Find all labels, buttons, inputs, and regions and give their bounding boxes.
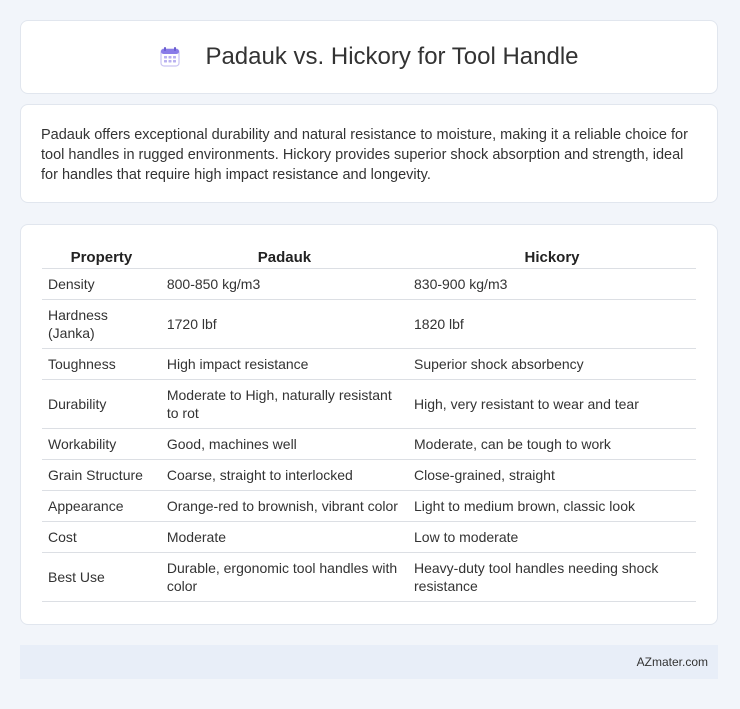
summary-card [20,104,718,203]
table-row [42,491,696,522]
property-cell: Toughness [42,349,161,380]
hickory-cell: High, very resistant to wear and tear [408,380,696,429]
hickory-cell: Low to moderate [408,522,696,553]
hickory-cell: Close-grained, straight [408,460,696,491]
hickory-cell: Light to medium brown, classic look [408,491,696,522]
hickory-cell: Moderate, can be tough to work [408,429,696,460]
column-header-property: Property [42,245,161,269]
padauk-cell: Moderate [161,522,408,553]
property-cell: Best Use [42,553,161,602]
property-cell: Workability [42,429,161,460]
table-row [42,460,696,491]
property-cell: Grain Structure [42,460,161,491]
padauk-cell: High impact resistance [161,349,408,380]
footer-brand: AZmater.com [636,655,708,669]
table-row [42,269,696,300]
column-header-padauk: Padauk [161,245,408,269]
property-cell: Density [42,269,161,300]
property-cell: Cost [42,522,161,553]
column-header-hickory: Hickory [408,245,696,269]
padauk-cell: 1720 lbf [161,300,408,349]
property-cell: Hardness (Janka) [42,300,161,349]
hickory-cell: 1820 lbf [408,300,696,349]
table-row [42,522,696,553]
table-row [42,300,696,349]
comparison-table [42,245,696,602]
padauk-cell: Good, machines well [161,429,408,460]
padauk-cell: Durable, ergonomic tool handles with color [161,553,408,602]
table-row [42,380,696,429]
table-row [42,553,696,602]
padauk-cell: 800-850 kg/m3 [161,269,408,300]
page-title: Padauk vs. Hickory for Tool Handle [205,43,579,70]
padauk-cell: Orange-red to brownish, vibrant color [161,491,408,522]
title-card [20,20,718,94]
comparison-table-card [20,224,718,625]
hickory-cell: 830-900 kg/m3 [408,269,696,300]
property-cell: Durability [42,380,161,429]
property-cell: Appearance [42,491,161,522]
table-header-row [42,245,696,269]
padauk-cell: Moderate to High, naturally resistant to rot [161,380,408,429]
table-row [42,429,696,460]
calendar-icon [159,46,181,68]
padauk-cell: Coarse, straight to interlocked [161,460,408,491]
hickory-cell: Heavy-duty tool handles needing shock resistance [408,553,696,602]
summary-text: Padauk offers exceptional durability and natural resistance to moisture, making it a reliable choice for tool handles in rugged environments. Hickory provides superior shock absorption and strength, ideal for handles that require high impact resistance and longevity. [41,127,688,183]
hickory-cell: Superior shock absorbency [408,349,696,380]
footer [20,645,718,679]
table-row [42,349,696,380]
